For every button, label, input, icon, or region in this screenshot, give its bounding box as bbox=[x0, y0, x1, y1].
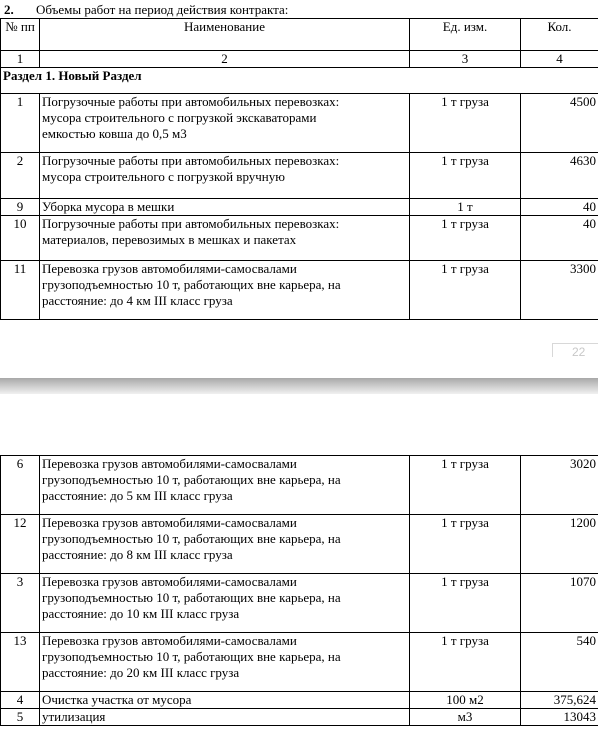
row-name: Перевозка грузов автомобилями-самосвалами грузоподъемностью 10 т, работающих вне карьера, на расстояние: до 20 км III класс груза bbox=[40, 633, 410, 692]
column-number: 4 bbox=[521, 51, 598, 68]
row-unit: 1 т bbox=[410, 199, 521, 216]
row-unit: 100 м2 bbox=[410, 692, 521, 709]
table-row bbox=[1, 574, 598, 633]
row-number: 11 bbox=[1, 261, 40, 320]
column-number: 1 bbox=[1, 51, 40, 68]
table-row bbox=[1, 515, 598, 574]
row-number: 10 bbox=[1, 216, 40, 261]
row-name: Перевозка грузов автомобилями-самосвалами грузоподъемностью 10 т, работающих вне карьера, на расстояние: до 8 км III класс груза bbox=[40, 515, 410, 574]
page-number-rule bbox=[552, 343, 598, 344]
section-heading bbox=[4, 2, 288, 18]
row-number: 9 bbox=[1, 199, 40, 216]
row-quantity: 4500 bbox=[521, 94, 598, 153]
table-row bbox=[1, 261, 598, 320]
row-name: Очистка участка от мусора bbox=[40, 692, 410, 709]
table-row bbox=[1, 199, 598, 216]
row-name: утилизация bbox=[40, 709, 410, 726]
row-number: 5 bbox=[1, 709, 40, 726]
row-name: Уборка мусора в мешки bbox=[40, 199, 410, 216]
table-row bbox=[1, 153, 598, 199]
row-quantity: 3020 bbox=[521, 456, 598, 515]
header-quantity: Кол. bbox=[521, 19, 598, 51]
row-number: 3 bbox=[1, 574, 40, 633]
header-number: № пп bbox=[1, 19, 40, 51]
row-number: 13 bbox=[1, 633, 40, 692]
section-title: Объемы работ на период действия контракта: bbox=[36, 2, 289, 17]
row-quantity: 13043 bbox=[521, 709, 598, 726]
row-unit: 1 т груза bbox=[410, 216, 521, 261]
works-table-page-2 bbox=[0, 455, 598, 726]
section-number: 2. bbox=[4, 2, 14, 17]
row-unit: 1 т груза bbox=[410, 94, 521, 153]
row-quantity: 3300 bbox=[521, 261, 598, 320]
row-name: Перевозка грузов автомобилями-самосвалами грузоподъемностью 10 т, работающих вне карьера, на расстояние: до 5 км III класс груза bbox=[40, 456, 410, 515]
row-unit: 1 т груза bbox=[410, 153, 521, 199]
row-name: Перевозка грузов автомобилями-самосвалами грузоподъемностью 10 т, работающих вне карьера, на расстояние: до 4 км III класс груза bbox=[40, 261, 410, 320]
row-number: 6 bbox=[1, 456, 40, 515]
row-number: 1 bbox=[1, 94, 40, 153]
table-row bbox=[1, 633, 598, 692]
row-name: Погрузочные работы при автомобильных перевозках: мусора строительного с погрузкой вручную bbox=[40, 153, 410, 199]
row-number: 12 bbox=[1, 515, 40, 574]
page-number-rule-tick bbox=[552, 343, 553, 357]
table-row bbox=[1, 216, 598, 261]
row-name: Погрузочные работы при автомобильных перевозках: материалов, перевозимых в мешках и пакетах bbox=[40, 216, 410, 261]
row-number: 2 bbox=[1, 153, 40, 199]
row-quantity: 375,624 bbox=[521, 692, 598, 709]
table-header-row bbox=[1, 19, 598, 51]
row-quantity: 40 bbox=[521, 216, 598, 261]
table-row bbox=[1, 94, 598, 153]
row-unit: м3 bbox=[410, 709, 521, 726]
table-row bbox=[1, 692, 598, 709]
row-unit: 1 т груза bbox=[410, 515, 521, 574]
works-table-page-1 bbox=[0, 18, 598, 320]
row-quantity: 1200 bbox=[521, 515, 598, 574]
row-name: Погрузочные работы при автомобильных перевозках: мусора строительного с погрузкой экскаваторами емкостью ковша до 0,5 м3 bbox=[40, 94, 410, 153]
row-name: Перевозка грузов автомобилями-самосвалами грузоподъемностью 10 т, работающих вне карьера, на расстояние: до 10 км III класс груза bbox=[40, 574, 410, 633]
row-quantity: 1070 bbox=[521, 574, 598, 633]
row-unit: 1 т груза bbox=[410, 261, 521, 320]
section-row bbox=[1, 68, 598, 94]
column-number-row bbox=[1, 51, 598, 68]
header-name: Наименование bbox=[40, 19, 410, 51]
table-row bbox=[1, 709, 598, 726]
row-unit: 1 т груза bbox=[410, 574, 521, 633]
row-quantity: 540 bbox=[521, 633, 598, 692]
table-row bbox=[1, 456, 598, 515]
row-quantity: 4630 bbox=[521, 153, 598, 199]
column-number: 3 bbox=[410, 51, 521, 68]
column-number: 2 bbox=[40, 51, 410, 68]
header-unit: Ед. изм. bbox=[410, 19, 521, 51]
row-unit: 1 т груза bbox=[410, 633, 521, 692]
page-number: 22 bbox=[572, 345, 586, 359]
row-unit: 1 т груза bbox=[410, 456, 521, 515]
row-quantity: 40 bbox=[521, 199, 598, 216]
row-number: 4 bbox=[1, 692, 40, 709]
page-break-gap bbox=[0, 378, 598, 394]
section-title-cell: Раздел 1. Новый Раздел bbox=[1, 68, 598, 94]
